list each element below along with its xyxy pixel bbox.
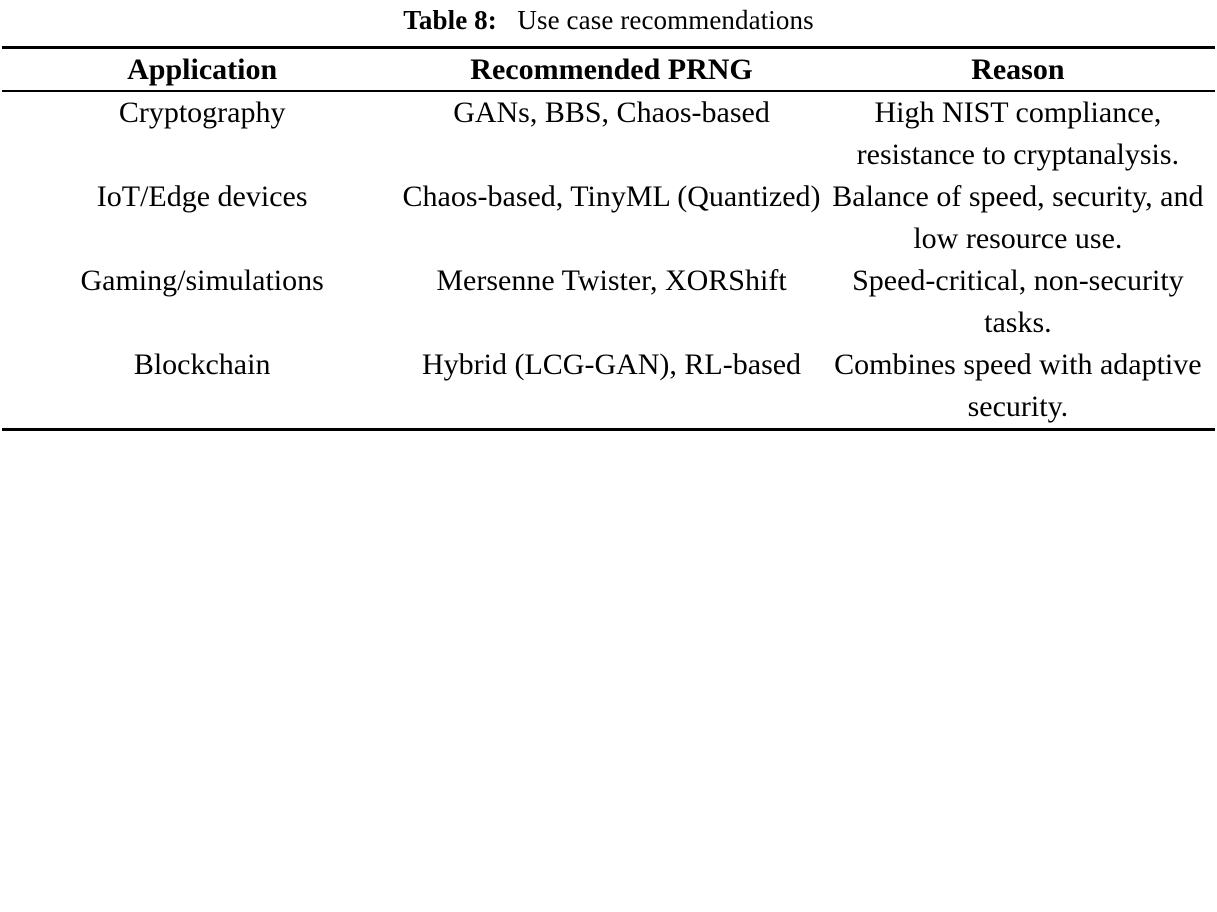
table-header-row — [2, 49, 1215, 91]
cell-prng: GANs, BBS, Chaos-based — [453, 96, 770, 130]
table-caption-label: Table 8: — [403, 5, 497, 35]
table-bottom-rule — [2, 430, 1215, 432]
cell-prng: Hybrid (LCG-GAN), RL-based — [421, 348, 802, 382]
use-case-recommendations-table — [2, 46, 1215, 431]
cell-application: Gaming/simulations — [80, 264, 324, 298]
table-row — [2, 176, 1215, 260]
table-row — [2, 92, 1215, 176]
column-header-recommended-prng: Recommended PRNG — [470, 52, 753, 86]
cell-application: Blockchain — [133, 348, 271, 382]
cell-reason: Combines speed with adaptive security. — [834, 348, 1202, 424]
column-header-application: Application — [127, 52, 278, 86]
table-row — [2, 344, 1215, 430]
cell-reason: Balance of speed, security, and low resource use. — [832, 180, 1204, 256]
column-header-reason: Reason — [971, 52, 1065, 86]
table-row — [2, 260, 1215, 344]
table-caption-text: Use case recommendations — [517, 5, 814, 35]
cell-prng: Mersenne Twister, XORShift — [436, 264, 787, 298]
cell-application: Cryptography — [118, 96, 286, 130]
table-caption — [0, 0, 1217, 46]
cell-application: IoT/Edge devices — [96, 180, 308, 214]
cell-reason: High NIST compliance, resistance to cryptanalysis. — [856, 96, 1180, 172]
cell-reason: Speed-critical, non-security tasks. — [852, 264, 1184, 340]
cell-prng: Chaos-based, TinyML (Quantized) — [402, 180, 821, 214]
